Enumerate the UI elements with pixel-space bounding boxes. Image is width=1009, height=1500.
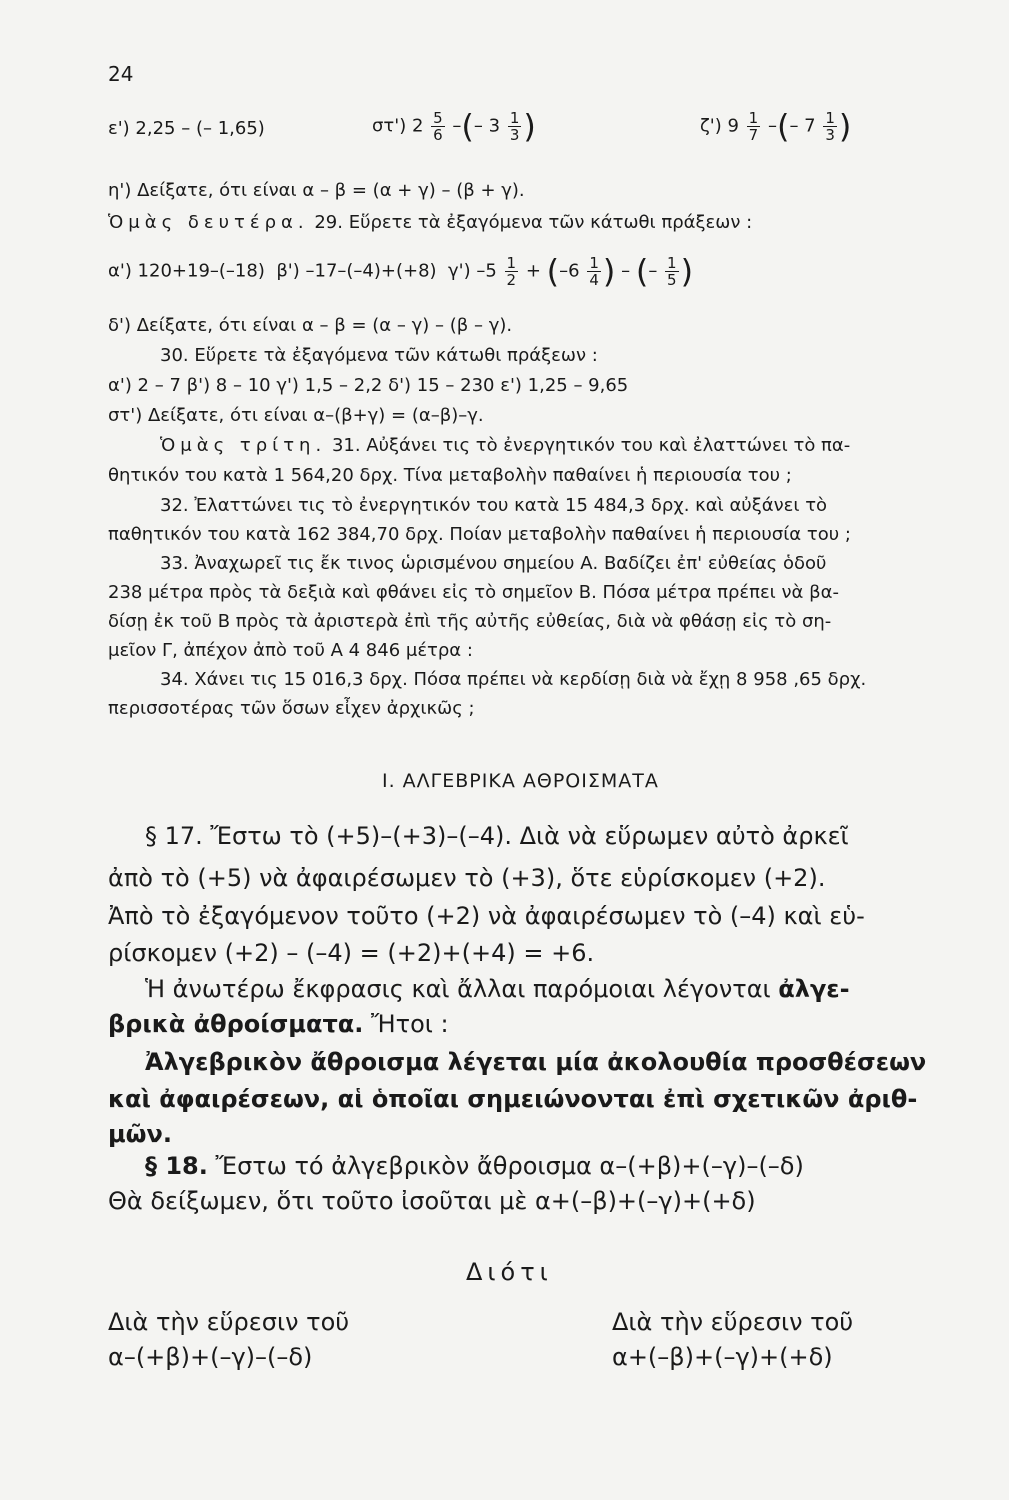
page-number: 24: [108, 62, 134, 86]
expression-line: βρικὰ ἀθροίσματα. Ἤτοι :: [108, 1010, 449, 1038]
text-line: 33. Ἀναχωρεῖ τις ἔκ τινος ὡρισμένου σημείου Α. Βαδίζει ἐπ' εὐθείας ὁδοῦ: [160, 553, 827, 574]
section-title: I. ΑΛΓΕΒΡΙΚΑ ΑΘΡΟΙΣΜΑΤΑ: [382, 770, 659, 792]
paragraph-17-line: Ἀπὸ τὸ ἐξαγόμενον τοῦτο (+2) νὰ ἀφαιρέσωμεν τὸ (–4) καὶ εὑ-: [108, 902, 865, 930]
paragraph-17-line: § 17. Ἔστω τὸ (+5)–(+3)–(–4). Διὰ νὰ εὕρωμεν αὐτὸ ἀρκεῖ: [145, 822, 849, 850]
fraction: $\frac{1}{7}$: [748, 109, 759, 144]
exercise-st2: στ') Δείξατε, ότι είναι α–(β+γ) = (α–β)–γ.: [108, 405, 484, 426]
text-line: παθητικόν του κατὰ 162 384,70 δρχ. Ποίαν μεταβολὴν παθαίνει ἡ περιουσία του ;: [108, 524, 851, 545]
exercise-e: ε') 2,25 – (– 1,65): [108, 118, 265, 139]
right-column-title: Διὰ τὴν εὕρεσιν τοῦ: [612, 1308, 854, 1336]
paragraph-17-line: ἀπὸ τὸ (+5) νὰ ἀφαιρέσωμεν τὸ (+3), ὅτε εὑρίσκομεν (+2).: [108, 864, 826, 892]
group-three-heading: [160, 435, 850, 456]
paragraph-18-line2: Θὰ δείξωμεν, ὅτι τοῦτο ἰσοῦται μὲ α+(–β)+(–γ)+(+δ): [108, 1187, 756, 1215]
paragraph-17-line: ρίσκομεν (+2) – (–4) = (+2)+(+4) = +6.: [108, 939, 595, 967]
fraction: $\frac{1}{3}$: [509, 109, 520, 144]
exercise-e-line: [108, 118, 265, 139]
exercise-h: η') Δείξατε, ότι είναι α – β = (α + γ) – (β + γ).: [108, 180, 525, 201]
fraction: $\frac{1}{3}$: [825, 109, 835, 144]
text-line: 32. Ἐλαττώνει τις τὸ ἐνεργητικόν του κατὰ 15 484,3 δρχ. καὶ αὐξάνει τὸ: [160, 495, 828, 516]
text-line: 238 μέτρα πρὸς τὰ δεξιὰ καὶ φθάνει εἰς τὸ σημεῖον Β. Πόσα μέτρα πρέπει νὰ βα-: [108, 582, 839, 603]
fraction: $\frac{1}{5}$: [667, 254, 677, 289]
dioti-heading: Διότι: [466, 1258, 553, 1286]
text-line: θητικόν του κατὰ 1 564,20 δρχ. Τίνα μεταβολὴν παθαίνει ἡ περιουσία του ;: [108, 465, 792, 486]
left-column-expression: α–(+β)+(–γ)–(–δ): [108, 1343, 313, 1371]
exercise-29: 29. Εὕρετε τὰ ἐξαγόμενα τῶν κάτωθι πράξεων :: [314, 212, 753, 233]
group-two-title: Ὁμὰς δευτέρα.: [108, 212, 309, 233]
exercise-a2-line: α') 120+19–(–18) β') –17–(–4)+(+8) γ') –5 $\frac{1}{2}$ + (–6 $\frac{1}{4}$ ) – (– $\frac{1}{5}$ ): [108, 252, 694, 291]
exercise-d: δ') Δείξατε, ότι είναι α – β = (α – γ) – (β – γ).: [108, 315, 513, 336]
left-column-title: Διὰ τὴν εὕρεσιν τοῦ: [108, 1308, 350, 1336]
exercise-31: 31. Αὐξάνει τις τὸ ἐνεργητικόν του καὶ ἐλαττώνει τὸ πα-: [331, 435, 851, 456]
expression-line: Ἡ ἀνωτέρω ἔκφρασις καὶ ἄλλαι παρόμοιαι λέγονται ἀλγε-: [145, 975, 850, 1003]
definition-line: Ἀλγεβρικὸν ἄθροισμα λέγεται μία ἀκολουθία προσθέσεων: [145, 1048, 927, 1076]
exercise-st: στ') 2 $\frac{5}{6}$ –(– 3 $\frac{1}{3}$ ): [372, 107, 536, 146]
fraction: $\frac{1}{4}$: [589, 254, 599, 289]
group-two-heading: [108, 212, 752, 233]
paragraph-18: § 18. Ἔστω τό ἀλγεβρικὸν ἄθροισμα α–(+β)+(–γ)–(–δ): [145, 1152, 804, 1180]
group-three-title: Ὁμὰς τρίτη.: [160, 435, 327, 456]
text-line: 34. Χάνει τις 15 016,3 δρχ. Πόσα πρέπει νὰ κερδίσῃ διὰ νὰ ἔχῃ 8 958 ,65 δρχ.: [160, 669, 867, 690]
fraction: $\frac{5}{6}$: [433, 109, 443, 144]
text-line: δίσῃ ἐκ τοῦ Β πρὸς τὰ ἀριστερὰ ἐπὶ τῆς αὐτῆς εὐθείας, διὰ νὰ φθάσῃ εἰς τὸ ση-: [108, 611, 832, 632]
text-line: μεῖον Γ, ἀπέχον ἀπὸ τοῦ Α 4 846 μέτρα :: [108, 640, 473, 661]
exercise-30: 30. Εὕρετε τὰ ἐξαγόμενα τῶν κάτωθι πράξεων :: [160, 345, 598, 366]
exercise-z: ζ') 9 $\frac{1}{7}$ –(– 7 $\frac{1}{3}$ ): [700, 107, 852, 146]
definition-line: μῶν.: [108, 1120, 172, 1148]
exercise-30-items: α') 2 – 7 β') 8 – 10 γ') 1,5 – 2,2 δ') 15 – 230 ε') 1,25 – 9,65: [108, 375, 629, 396]
fraction: $\frac{1}{2}$: [506, 254, 517, 289]
right-column-expression: α+(–β)+(–γ)+(+δ): [612, 1343, 833, 1371]
text-line: περισσοτέρας τῶν ὅσων εἶχεν ἀρχικῶς ;: [108, 698, 475, 719]
definition-line: καὶ ἀφαιρέσεων, αἱ ὁποῖαι σημειώνονται ἐπὶ σχετικῶν ἀριθ-: [108, 1085, 918, 1113]
